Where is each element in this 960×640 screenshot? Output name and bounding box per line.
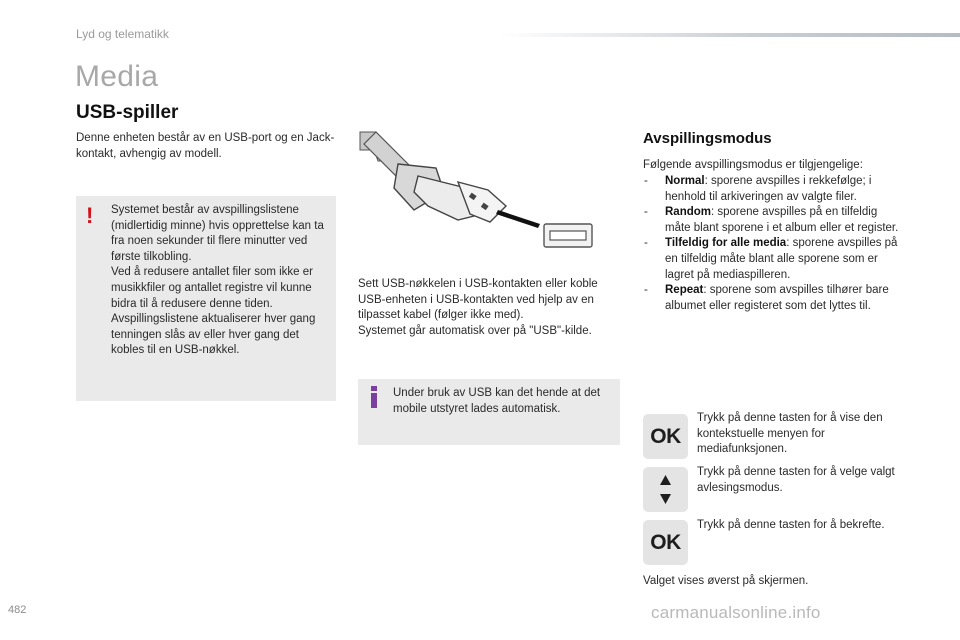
watermark: carmanualsonline.info: [651, 603, 821, 622]
section-subtitle: USB-spiller: [76, 102, 179, 123]
info-icon: [365, 386, 383, 408]
warning-line: Avspillingslistene aktualiserer hver gang tenningen slås av eller hver gang det kobles til en USB-nøkkel.: [111, 313, 316, 357]
result-text: Valget vises øverst på skjermen.: [643, 575, 809, 587]
info-text: Under bruk av USB kan det hende at det mobile utstyret lades automatisk.: [393, 387, 601, 415]
ok-key-label: OK: [650, 425, 681, 448]
ok-key-menu-text: Trykk på denne tasten for å vise den kontekstuelle menyen for mediafunksjonen.: [697, 412, 883, 456]
arrow-up-icon: [660, 475, 671, 485]
arrow-down-icon: [660, 494, 671, 504]
mode-desc: : sporene avspilles på en tilfeldig måte blant sporene i et album eller et register.: [665, 206, 899, 234]
ok-key-label: OK: [650, 531, 681, 554]
mode-name: Tilfeldig for alle media: [665, 237, 787, 250]
mode-name: Normal: [665, 175, 705, 187]
mode-name: Random: [665, 206, 711, 219]
section-label: Lyd og telematikk: [76, 27, 169, 41]
exclamation-icon: !: [86, 203, 94, 228]
up-down-key: [643, 467, 688, 512]
mode-desc: : sporene som avspilles tilhører bare albumet eller registeret som det lyttes til.: [665, 284, 889, 312]
header-rule: [500, 33, 960, 37]
mode-name: Repeat: [665, 284, 704, 297]
playback-modes-heading: Avspillingsmodus: [643, 130, 772, 147]
ok-key-confirm-text: Trykk på denne tasten for å bekrefte.: [697, 519, 885, 531]
ok-key-menu: [643, 414, 688, 459]
usb-plug-icon: [358, 128, 598, 253]
modes-intro: Følgende avspillingsmodus er tilgjengelige:: [643, 159, 863, 171]
warning-line: Ved å redusere antallet filer som ikke er musikkfiler og antallet registre vil kunne bidra til å redusere denne tiden.: [111, 266, 313, 310]
instruction-line: Systemet går automatisk over på "USB"-kilde.: [358, 324, 592, 337]
warning-text: [111, 203, 329, 359]
up-down-key-text: Trykk på denne tasten for å velge valgt avlesingsmodus.: [697, 466, 895, 494]
mode-item: [643, 174, 905, 205]
mode-item: [643, 283, 905, 314]
mode-item: [643, 205, 905, 236]
mode-desc: : sporene avspilles på en tilfeldig måte blant alle sporene som er lagret på mediaspilleren.: [665, 237, 898, 281]
page-number: 482: [8, 604, 27, 616]
instruction-line: Sett USB-nøkkelen i USB-kontakten eller koble USB-enheten i USB-kontakten ved hjelp av en tilpasset kabel (følger ikke med).: [358, 278, 598, 322]
arrow-up-down-icon: [643, 467, 688, 512]
mode-item: [643, 236, 905, 283]
page-title: Media: [75, 60, 159, 93]
ok-key-confirm: [643, 520, 688, 565]
mode-desc: : sporene avspilles i rekkefølge; i henhold til arkiveringen av valgte filer.: [665, 175, 872, 203]
mode-list: [643, 174, 905, 314]
warning-line: Systemet består av avspillingslistene (midlertidig minne) hvis opprettelse kan ta fra noen sekunder til flere minutter ved første tilkobling.: [111, 204, 324, 263]
usb-instructions: [358, 277, 620, 339]
intro-paragraph: Denne enheten består av en USB-port og en Jack-kontakt, avhengig av modell.: [76, 132, 335, 160]
